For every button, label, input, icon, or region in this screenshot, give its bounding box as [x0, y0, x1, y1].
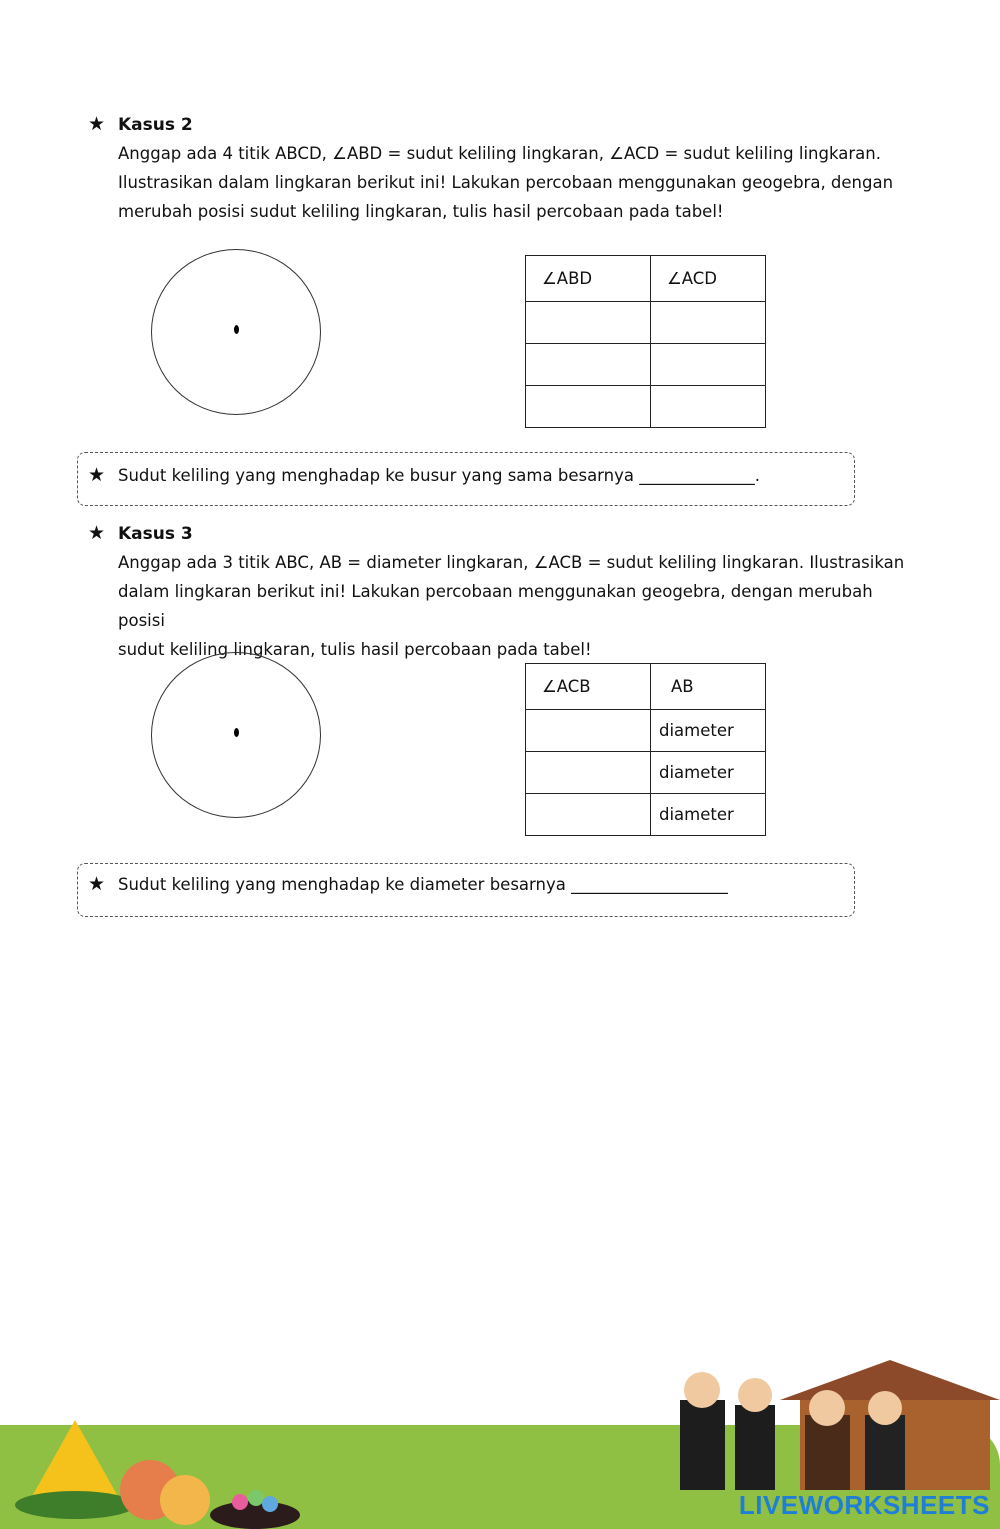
case2-cell[interactable] — [651, 344, 766, 386]
case2-header-abd: ∠ABD — [526, 256, 651, 302]
case3-line2: dalam lingkaran berikut ini! Lakukan percobaan menggunakan geogebra, dengan merubah posisi — [118, 582, 873, 630]
case2-circle-center — [234, 325, 239, 334]
person-icon — [805, 1415, 850, 1490]
case3-cell-diameter: diameter — [651, 794, 766, 836]
case2-title: Kasus 2 — [118, 115, 193, 135]
case2-cell[interactable] — [651, 386, 766, 428]
star-icon: ★ — [88, 464, 106, 486]
person-icon — [680, 1400, 725, 1490]
star-icon: ★ — [88, 113, 106, 135]
case2-header-acd: ∠ACD — [651, 256, 766, 302]
case2-cell[interactable] — [526, 344, 651, 386]
case3-title: Kasus 3 — [118, 524, 193, 544]
case2-line2: Ilustrasikan dalam lingkaran berikut ini! Lakukan percobaan menggunakan geogebra, dengan — [118, 173, 894, 192]
case3-cell-diameter: diameter — [651, 710, 766, 752]
case2-cell[interactable] — [526, 386, 651, 428]
case3-circle-center — [234, 728, 239, 737]
case2-conclusion[interactable]: Sudut keliling yang menghadap ke busur yang sama besarnya ______________. — [118, 466, 761, 485]
case3-cell[interactable] — [526, 710, 651, 752]
case2-instructions — [118, 139, 918, 226]
case3-conclusion[interactable]: Sudut keliling yang menghadap ke diameter besarnya ___________________ — [118, 875, 728, 894]
case2-table — [525, 255, 766, 428]
case3-instructions — [118, 548, 918, 664]
case2-cell[interactable] — [526, 302, 651, 344]
case3-table — [525, 663, 766, 836]
case3-cell[interactable] — [526, 752, 651, 794]
case2-cell[interactable] — [651, 302, 766, 344]
liveworksheets-logo: LIVEWORKSHEETS — [738, 1490, 990, 1520]
case3-cell[interactable] — [526, 794, 651, 836]
case2-line3: merubah posisi sudut keliling lingkaran, tulis hasil percobaan pada tabel! — [118, 202, 724, 221]
case3-cell-diameter: diameter — [651, 752, 766, 794]
tumpeng-icon — [30, 1420, 120, 1500]
person-icon — [865, 1415, 905, 1490]
case3-header-acb: ∠ACB — [526, 664, 651, 710]
star-icon: ★ — [88, 873, 106, 895]
case2-line1: Anggap ada 4 titik ABCD, ∠ABD = sudut keliling lingkaran, ∠ACD = sudut keliling lingkaran. — [118, 144, 881, 163]
case3-line3: sudut keliling lingkaran, tulis hasil percobaan pada tabel! — [118, 640, 592, 659]
person-icon — [735, 1405, 775, 1490]
star-icon: ★ — [88, 522, 106, 544]
case3-line1: Anggap ada 3 titik ABC, AB = diameter lingkaran, ∠ACB = sudut keliling lingkaran. Ilustrasikan — [118, 553, 905, 572]
case3-header-ab: AB — [651, 664, 766, 710]
food-illustration — [0, 1380, 320, 1529]
people-house-illustration — [660, 1340, 1000, 1490]
